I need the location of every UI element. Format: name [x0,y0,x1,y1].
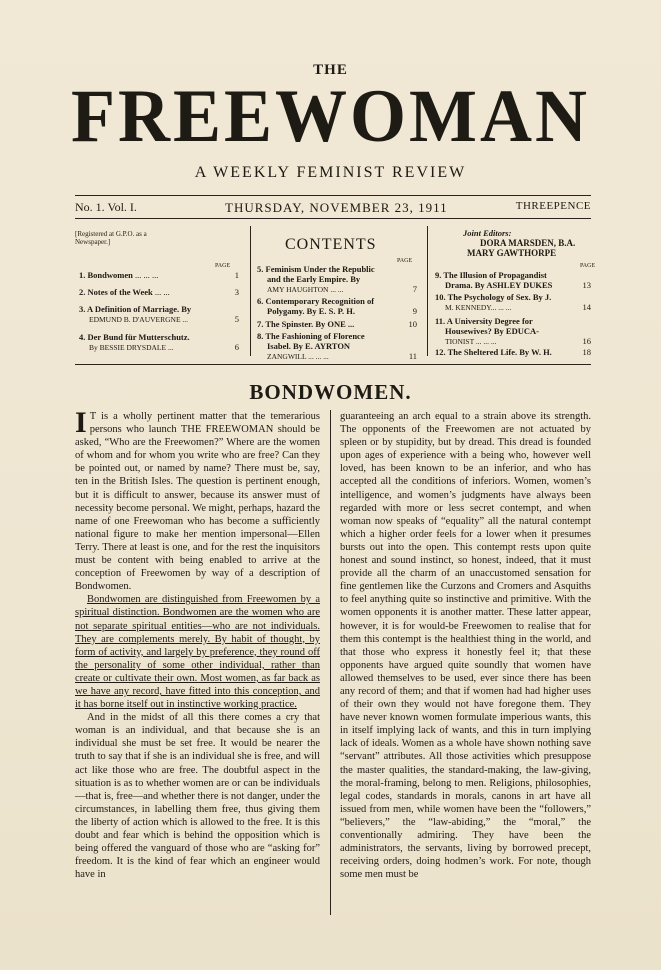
article-column-right [340,410,591,881]
page-label-3: PAGE [580,263,596,269]
masthead-title: FREEWOMAN [71,74,590,158]
toc-item[interactable]: 2. Notes of the Week ... ... 3 [79,287,239,297]
issue-date: THURSDAY, NOVEMBER 23, 1911 [225,200,448,215]
toc-item[interactable]: 6. Contemporary Recognition of Polygamy. By E. S. P. H. 9 [257,296,417,316]
top-rule [75,195,591,196]
toc-item[interactable]: 3. A Definition of Marriage. By EDMUND B. D'AUVERGNE ... 5 [79,304,239,324]
toc-item[interactable]: 4. Der Bund für Mutterschutz. By BESSIE DRYSDALE ... 6 [79,332,239,352]
column-divider [330,410,331,915]
toc-item[interactable]: 11. A University Degree for Housewives? By EDUCA- TIONIST ... ... ... 16 [435,316,591,346]
paragraph: Bondwomen are distinguished from Freewomen by a spiritual distinction. Bondwomen are the women who are not separate spiritual entities—who are not individuals. They are complements merely. By habit of thought, by form of activity, and largely by preference, they round off the personality of some other individual, rather than create or cultivate their own. Most women, as far back as we have any record, have fitted into this conception, and it has borne itself out in instinctive working practice. [75,594,320,711]
issue-price: THREEPENCE [515,200,591,212]
page-label-2: PAGE [397,258,413,264]
contents-rule [75,364,591,365]
issue-number: No. 1. Vol. I. [75,200,137,214]
toc-item[interactable]: 9. The Illusion of Propagandist Drama. By ASHLEY DUKES 13 [435,270,591,290]
article-heading: BONDWOMEN. [249,380,412,404]
toc-item[interactable]: 5. Feminism Under the Republic and the Early Empire. By AMY HAUGHTON ... ... 7 [257,264,417,294]
paragraph: I T is a wholly pertinent matter that the temerarious persons who launch THE FREEWOMAN should be asked, “Who are the Freewomen?” Where are the women of whom and for whom you write who are free? Can they be pointed out, or named by name? There must be, say, ten in the British Isles. The question is pertinent enough, but it is difficult to answer, because its answer must of necessity become personal. We might, perhaps, hazard the name of one Freewoman who has become a sufficiently national figure to make her mention impersonal—Ellen Terry. There at least is one, and for the rest the inquisitors must be content with being enabled to arrive at the conception of Freewomen by way of a description of Bondwomen. [75,406,320,593]
toc-item[interactable]: 10. The Psychology of Sex. By J. M. KENNEDY... ... ... 14 [435,292,591,312]
masthead-subtitle: A WEEKLY FEMINIST REVIEW [194,164,467,181]
editors-label: Joint Editors: [463,228,512,238]
toc-divider-2 [427,226,428,356]
masthead-the: THE [313,62,348,78]
editor-2: MARY GAWTHORPE [467,248,557,258]
editor-1: DORA MARSDEN, B.A. [480,238,576,248]
toc-item[interactable]: 8. The Fashioning of Florence Isabel. By E. AYRTON ZANGWILL ... ... ... 11 [257,331,417,361]
issue-rule [75,218,591,219]
toc-item[interactable]: 12. The Sheltered Life. By W. H. 18 [435,347,591,357]
toc-item[interactable]: 7. The Spinster. By ONE ... 10 [257,319,417,329]
toc-item[interactable]: 1. Bondwomen ... ... ... 1 [79,270,239,280]
contents-box [75,226,596,361]
registered-note: [Registered at G.P.O. as a Newspaper.] [75,230,147,246]
paragraph: And in the midst of all this there comes a cry that woman is an individual, and that because she is an individual she must be set free. It would be nearer the truth to say that if she is an individual she is free, and will act like those who are free. The doubtful aspect in the situation is as to whether women are or can be individuals—that is, free—and whether there is not danger, under the circumstances, in labelling them free, thus giving them the liberty of action which is allowed to the free. It is this doubt and fear which is behind the opposition which is being offered the vanguard of those who are “asking for” freedom. It is the kind of fear which an engineer would have in [75,712,320,881]
contents-title: CONTENTS [285,236,377,253]
article-column-left [75,406,320,881]
toc-divider-1 [250,226,251,356]
paragraph: guaranteeing an arch equal to a strain above its strength. The opponents of the Freewomen are not actuated by spleen or by stupidity, but by dread. This dread is founded upon ages of experience with a being who, however well loved, has been known to be an inferior, and who has accepted all the conditions of inferiors. Women, women’s intelligence, and women’s judgments have always been regarded with more or less secret contempt, and when woman now speaks of “equality” all the natural contempt which a higher order feels for a lower when it presumes bursts out into the open. This contempt rests upon quite honest and sound instinct, so honest, indeed, that it must provide all the charm of an unaccustomed sensation for fine gentlemen like the Curzons and Cromers and Asquiths to feel anything quite so instinctive and primitive. With the women opponents it is another matter. These latter appear, however, it is for would-be Freewomen to realise that for them this contempt is the healthiest thing in the world, and that those who express it honestly feel it; that these opponents have argued quite soundly that women have allowed themselves to be used, ever since there has been any record of them; and that if women had had higher uses of their own they would not have foregone them. They have never known women formulate imperious wants, this in itself implying lack of wants, and this in turn implying lack of ideals. Women as a whole have shown nothing save “servant” attributes. All those activities which presuppose the master qualities, the standard-making, the law-giving, the moral-framing, belong to men. Religions, philosophies, legal codes, standards in morals, canons in art have all issued from men, while women have been the “followers,” “believers,” the “law-abiding,” the “moral,” the conventionally admiring. They have been the administrators, the servants, living by borrowed precept, receiving orders, doing hodmen’s work. For note, though some men must be [340,411,591,881]
drop-cap: I [75,406,87,439]
page-label-1: PAGE [215,263,231,269]
